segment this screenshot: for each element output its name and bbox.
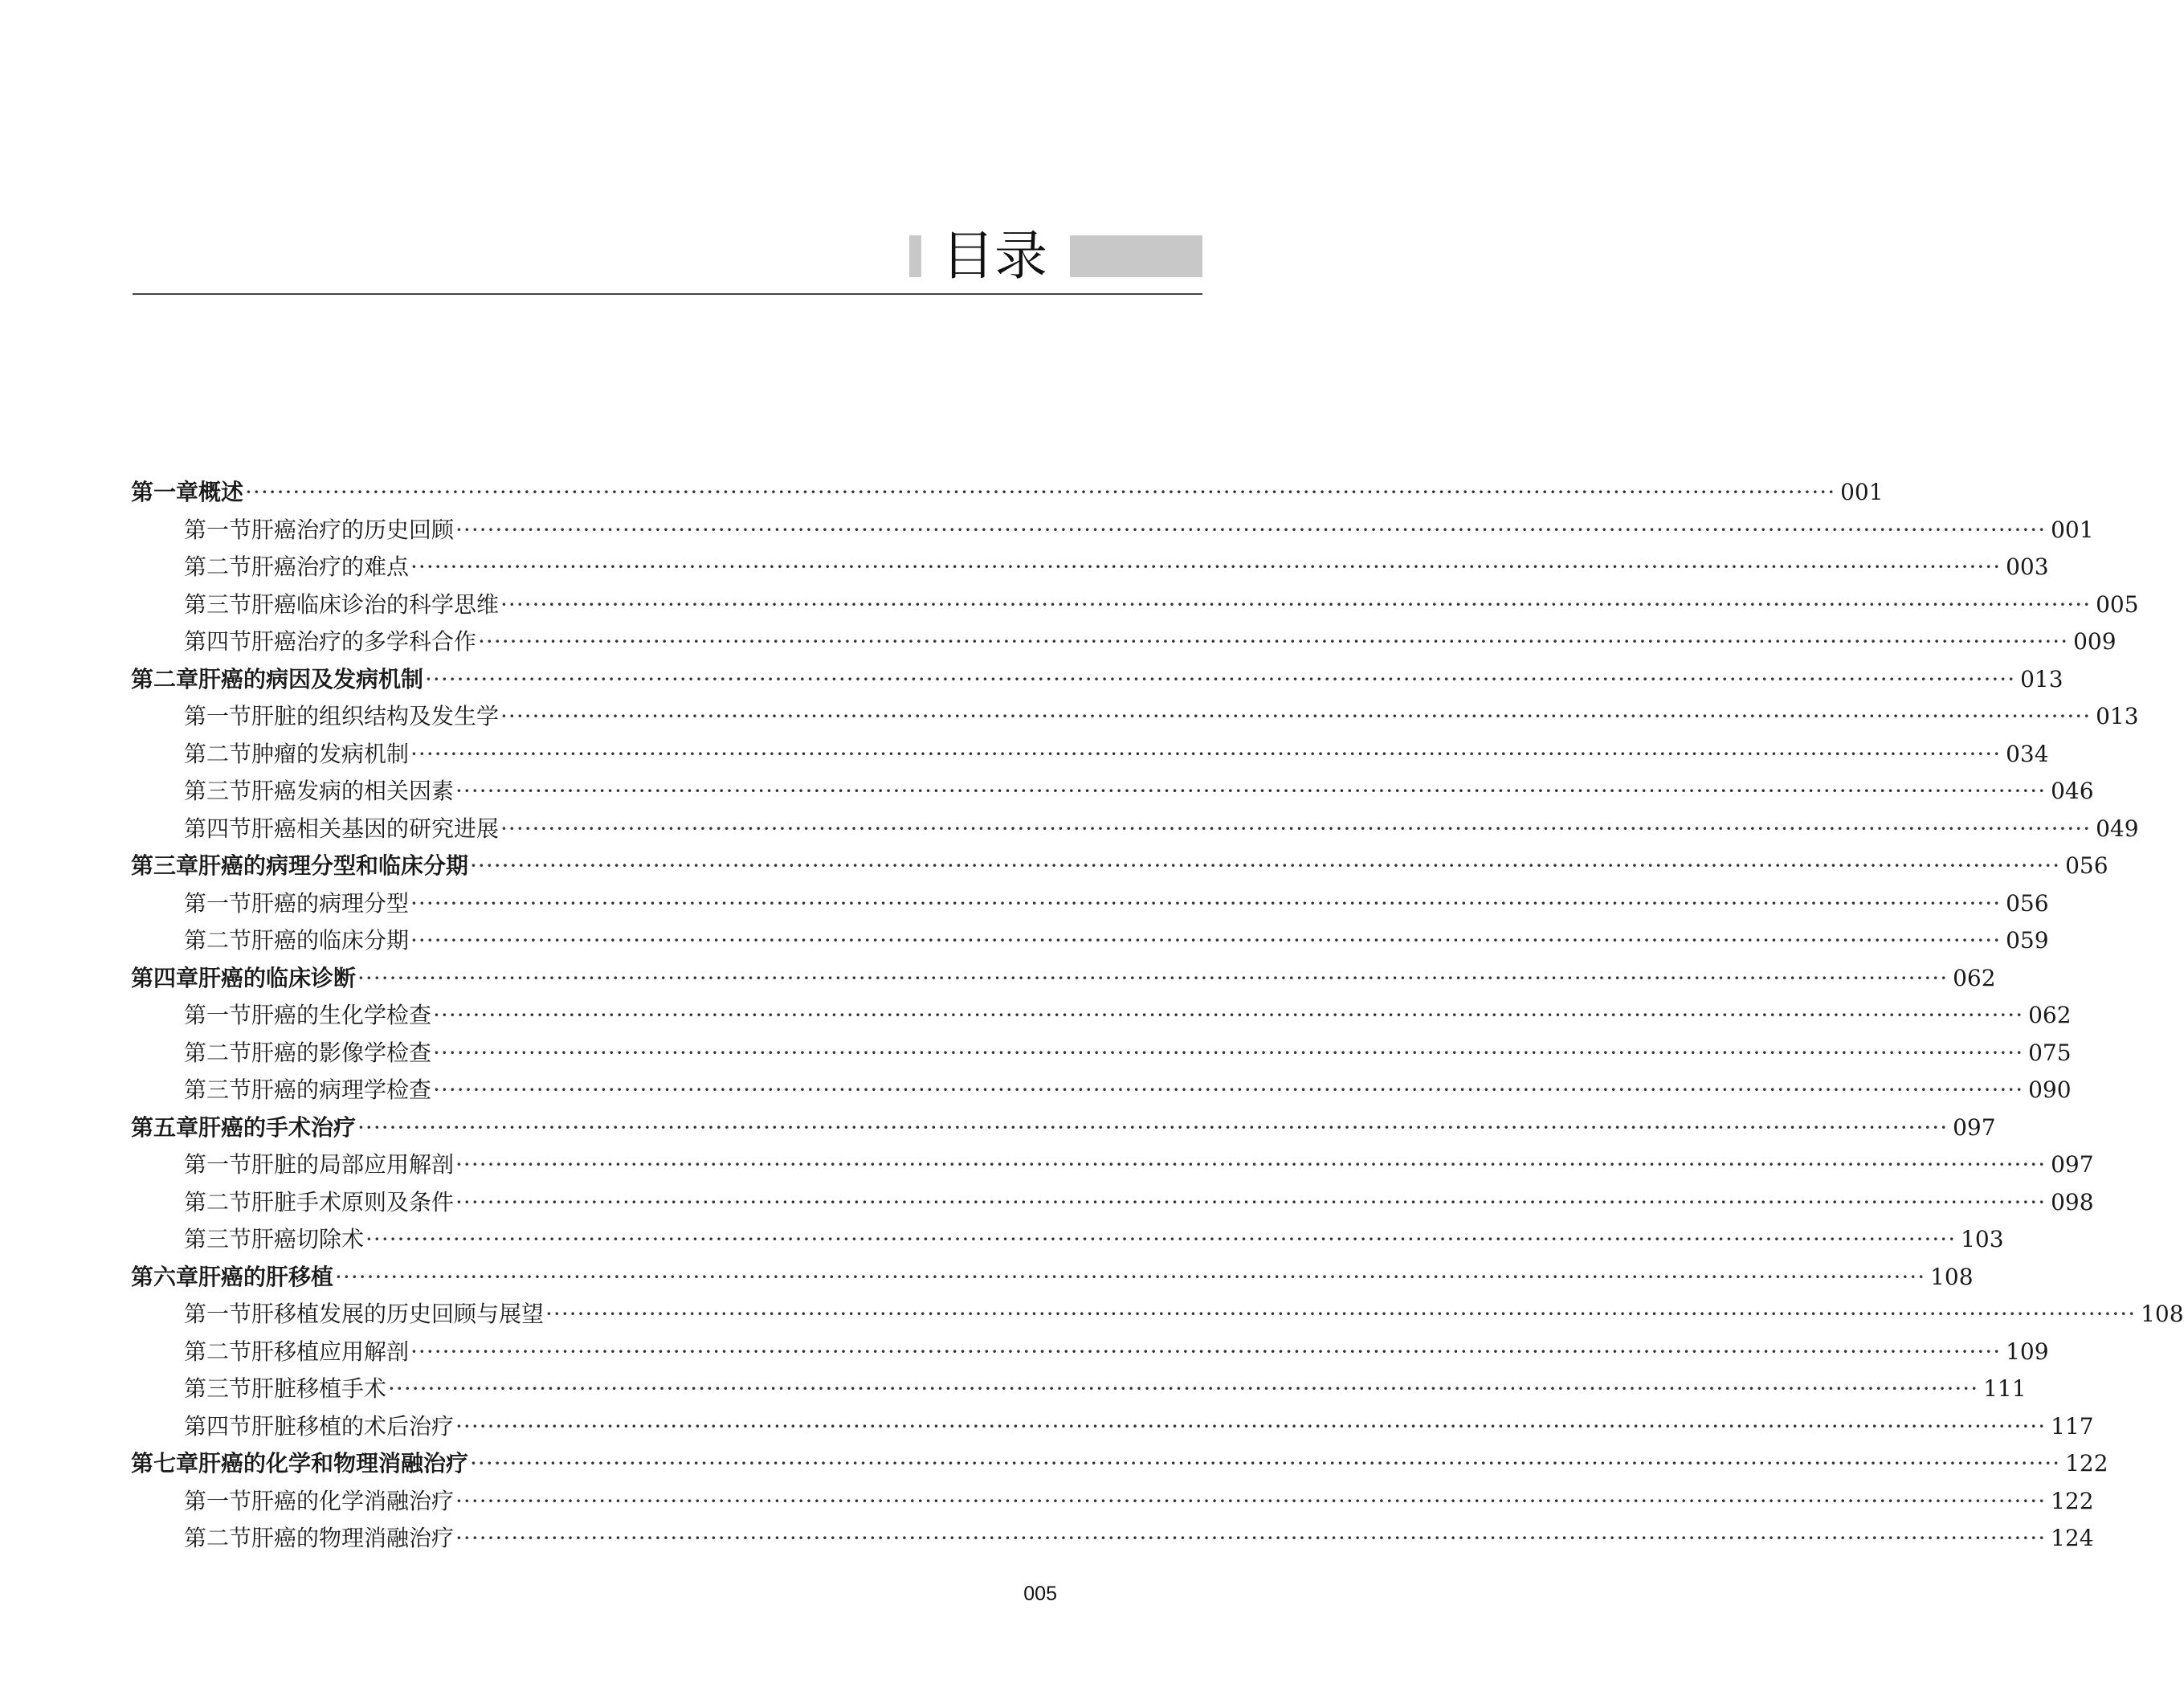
toc-entry-label: 第二节 xyxy=(184,1039,252,1066)
toc-entry-label: 第一节 xyxy=(184,1151,252,1178)
toc-entry-title: 概述 xyxy=(198,479,244,505)
toc-entry-title: 肝癌的病理分型 xyxy=(251,889,410,917)
toc-entry-page: 098 xyxy=(2051,1188,2094,1215)
page-title: 目录 xyxy=(941,225,1047,287)
toc-chapter-entry[interactable] xyxy=(131,1109,1996,1147)
toc-entry-page: 103 xyxy=(1961,1226,2004,1252)
toc-dot-leader: ········································································································································································································ xyxy=(357,1113,1949,1141)
toc-entry-title: 肝癌的肝移植 xyxy=(198,1263,334,1290)
toc-section-entry[interactable] xyxy=(131,1035,2072,1072)
toc-entry-title: 肝癌的手术治疗 xyxy=(198,1113,357,1141)
toc-entry-label: 第一章 xyxy=(131,479,199,505)
toc-entry-label: 第一节 xyxy=(184,889,252,917)
toc-entry-title: 肝癌的临床诊断 xyxy=(198,964,357,991)
toc-section-entry[interactable] xyxy=(131,1520,2094,1558)
toc-section-entry[interactable] xyxy=(131,586,2139,624)
toc-entry-title: 肝癌的生化学检查 xyxy=(251,1002,432,1028)
toc-entry-page: 075 xyxy=(2028,1039,2072,1066)
toc-section-entry[interactable] xyxy=(131,1296,2184,1334)
toc-entry-title: 肝癌的影像学检查 xyxy=(251,1039,432,1066)
toc-section-entry[interactable] xyxy=(131,1146,2094,1184)
toc-dot-leader: ········································································································································································································ xyxy=(500,815,2092,842)
toc-entry-title: 肿瘤的发病机制 xyxy=(251,740,410,767)
toc-dot-leader: ········································································································································································································ xyxy=(455,1412,2047,1440)
toc-entry-label: 第四节 xyxy=(184,628,252,655)
toc-entry-title: 肝癌治疗的难点 xyxy=(251,554,410,580)
toc-chapter-entry[interactable] xyxy=(131,474,1884,512)
toc-entry-page: 056 xyxy=(2006,889,2049,917)
toc-entry-page: 003 xyxy=(2006,554,2049,580)
toc-section-entry[interactable] xyxy=(131,922,2049,960)
toc-dot-leader: ········································································································································································································ xyxy=(410,554,2002,580)
toc-entry-page: 111 xyxy=(1983,1375,2027,1402)
toc-entry-title: 肝脏手术原则及条件 xyxy=(251,1188,455,1215)
toc-entry-page: 124 xyxy=(2051,1525,2094,1551)
toc-entry-page: 013 xyxy=(2096,703,2139,729)
toc-chapter-entry[interactable] xyxy=(131,1259,1974,1297)
toc-entry-page: 117 xyxy=(2051,1412,2094,1440)
toc-section-entry[interactable] xyxy=(131,1221,2004,1259)
toc-entry-label: 第二节 xyxy=(184,927,252,954)
toc-dot-leader: ········································································································································································································ xyxy=(470,1450,2061,1477)
toc-entry-page: 034 xyxy=(2006,740,2049,767)
toc-dot-leader: ········································································································································································································ xyxy=(433,1076,2024,1103)
toc-entry-title: 肝移植应用解剖 xyxy=(251,1338,410,1365)
toc-entry-label: 第二章 xyxy=(131,665,199,692)
toc-entry-title: 肝癌的化学和物理消融治疗 xyxy=(198,1450,469,1477)
toc-entry-label: 第三节 xyxy=(184,1226,252,1252)
toc-dot-leader: ········································································································································································································ xyxy=(455,778,2047,804)
toc-entry-label: 第一节 xyxy=(184,703,252,729)
heading-left-bar xyxy=(909,235,921,277)
toc-entry-title: 肝癌临床诊治的科学思维 xyxy=(251,590,500,618)
toc-entry-title: 肝癌发病的相关因素 xyxy=(251,778,455,804)
toc-entry-title: 肝癌的临床分期 xyxy=(251,927,410,954)
toc-section-entry[interactable] xyxy=(131,549,2049,586)
toc-entry-label: 第七章 xyxy=(131,1450,199,1477)
table-of-contents xyxy=(131,474,2184,1558)
toc-entry-title: 肝癌治疗的历史回顾 xyxy=(251,516,455,543)
toc-entry-page: 046 xyxy=(2051,778,2094,804)
toc-chapter-entry[interactable] xyxy=(131,1445,2108,1483)
toc-dot-leader: ········································································································································································································ xyxy=(455,1151,2047,1178)
toc-entry-page: 097 xyxy=(2051,1151,2094,1178)
toc-entry-page: 108 xyxy=(1930,1263,1974,1290)
toc-dot-leader: ········································································································································································································ xyxy=(433,1002,2024,1028)
toc-dot-leader: ········································································································································································································ xyxy=(500,703,2092,729)
toc-dot-leader: ········································································································································································································ xyxy=(455,1487,2047,1514)
toc-entry-label: 第五章 xyxy=(131,1113,199,1141)
toc-section-entry[interactable] xyxy=(131,885,2049,923)
toc-entry-page: 109 xyxy=(2006,1338,2049,1365)
toc-entry-page: 062 xyxy=(2028,1002,2072,1028)
toc-entry-page: 122 xyxy=(2051,1487,2094,1514)
toc-dot-leader: ········································································································································································································ xyxy=(433,1039,2024,1066)
toc-section-entry[interactable] xyxy=(131,1072,2072,1109)
toc-section-entry[interactable] xyxy=(131,623,2117,661)
toc-dot-leader: ········································································································································································································ xyxy=(455,1525,2047,1551)
toc-entry-page: 009 xyxy=(2073,628,2117,655)
toc-entry-label: 第二节 xyxy=(184,1188,252,1215)
toc-entry-title: 肝移植发展的历史回顾与展望 xyxy=(251,1301,545,1327)
toc-entry-page: 001 xyxy=(2051,516,2094,543)
toc-section-entry[interactable] xyxy=(131,1408,2094,1446)
toc-entry-label: 第四节 xyxy=(184,1412,252,1440)
toc-entry-label: 第一节 xyxy=(184,1301,252,1327)
toc-entry-page: 001 xyxy=(1840,479,1884,505)
heading-rule xyxy=(133,293,1202,295)
toc-dot-leader: ········································································································································································································ xyxy=(410,889,2002,917)
heading-right-bar xyxy=(1070,235,1202,277)
toc-entry-title: 肝脏的局部应用解剖 xyxy=(251,1151,455,1178)
toc-entry-title: 肝癌相关基因的研究进展 xyxy=(251,815,500,842)
toc-dot-leader: ········································································································································································································ xyxy=(335,1263,1926,1290)
toc-entry-title: 肝脏移植的术后治疗 xyxy=(251,1412,455,1440)
toc-entry-title: 肝癌的物理消融治疗 xyxy=(251,1525,455,1551)
toc-section-entry[interactable] xyxy=(131,1371,2027,1408)
toc-dot-leader: ········································································································································································································ xyxy=(365,1226,1957,1252)
toc-entry-label: 第一节 xyxy=(184,1002,252,1028)
toc-dot-leader: ········································································································································································································ xyxy=(470,852,2061,879)
toc-entry-label: 第一节 xyxy=(184,516,252,543)
toc-section-entry[interactable] xyxy=(131,736,2049,774)
toc-entry-label: 第二节 xyxy=(184,554,252,580)
toc-chapter-entry[interactable] xyxy=(131,661,2064,699)
toc-dot-leader: ········································································································································································································ xyxy=(245,479,1836,505)
toc-entry-label: 第三节 xyxy=(184,1375,252,1402)
toc-dot-leader: ········································································································································································································ xyxy=(388,1375,1979,1402)
toc-entry-title: 肝癌治疗的多学科合作 xyxy=(251,628,477,655)
toc-entry-title: 肝癌切除术 xyxy=(251,1226,365,1252)
toc-dot-leader: ········································································································································································································ xyxy=(410,1338,2002,1365)
toc-entry-title: 肝癌的病因及发病机制 xyxy=(198,665,424,692)
toc-entry-page: 062 xyxy=(1953,964,1996,991)
toc-dot-leader: ········································································································································································································ xyxy=(455,516,2047,543)
toc-dot-leader: ········································································································································································································ xyxy=(455,1188,2047,1215)
toc-section-entry[interactable] xyxy=(131,1184,2094,1222)
toc-entry-label: 第二节 xyxy=(184,740,252,767)
toc-section-entry[interactable] xyxy=(131,773,2094,811)
toc-entry-page: 049 xyxy=(2096,815,2139,842)
toc-chapter-entry[interactable] xyxy=(131,960,1996,998)
toc-section-entry[interactable] xyxy=(131,997,2072,1035)
toc-section-entry[interactable] xyxy=(131,811,2139,848)
toc-dot-leader: ········································································································································································································ xyxy=(357,964,1949,991)
toc-section-entry[interactable] xyxy=(131,1483,2094,1521)
toc-section-entry[interactable] xyxy=(131,698,2139,736)
toc-entry-page: 122 xyxy=(2065,1450,2108,1477)
toc-dot-leader: ········································································································································································································ xyxy=(478,628,2069,655)
toc-entry-page: 090 xyxy=(2028,1076,2072,1103)
toc-entry-page: 097 xyxy=(1953,1113,1996,1141)
toc-entry-page: 013 xyxy=(2020,665,2064,692)
toc-entry-title: 肝脏移植手术 xyxy=(251,1375,387,1402)
page-number: 005 xyxy=(1023,1583,1057,1605)
toc-dot-leader: ········································································································································································································ xyxy=(410,927,2002,954)
toc-entry-label: 第四章 xyxy=(131,964,199,991)
toc-entry-page: 005 xyxy=(2096,590,2139,618)
toc-entry-page: 056 xyxy=(2065,852,2108,879)
toc-entry-page: 108 xyxy=(2141,1301,2184,1327)
toc-entry-title: 肝癌的病理分型和临床分期 xyxy=(198,852,469,879)
toc-entry-label: 第二节 xyxy=(184,1525,252,1551)
toc-entry-label: 第三章 xyxy=(131,852,199,879)
toc-dot-leader: ········································································································································································································ xyxy=(410,740,2002,767)
toc-chapter-entry[interactable] xyxy=(131,848,2108,885)
toc-entry-title: 肝癌的化学消融治疗 xyxy=(251,1487,455,1514)
toc-entry-label: 第二节 xyxy=(184,1338,252,1365)
toc-entry-label: 第三节 xyxy=(184,778,252,804)
toc-section-entry[interactable] xyxy=(131,1334,2049,1371)
toc-dot-leader: ········································································································································································································ xyxy=(500,590,2092,618)
toc-entry-label: 第一节 xyxy=(184,1487,252,1514)
toc-entry-page: 059 xyxy=(2006,927,2049,954)
toc-entry-label: 第四节 xyxy=(184,815,252,842)
toc-entry-label: 第三节 xyxy=(184,590,252,618)
toc-entry-label: 第三节 xyxy=(184,1076,252,1103)
toc-entry-label: 第六章 xyxy=(131,1263,199,1290)
toc-entry-title: 肝脏的组织结构及发生学 xyxy=(251,703,500,729)
toc-section-entry[interactable] xyxy=(131,512,2094,549)
toc-entry-title: 肝癌的病理学检查 xyxy=(251,1076,432,1103)
toc-dot-leader: ········································································································································································································ xyxy=(425,665,2016,692)
toc-dot-leader: ········································································································································································································ xyxy=(545,1301,2137,1327)
